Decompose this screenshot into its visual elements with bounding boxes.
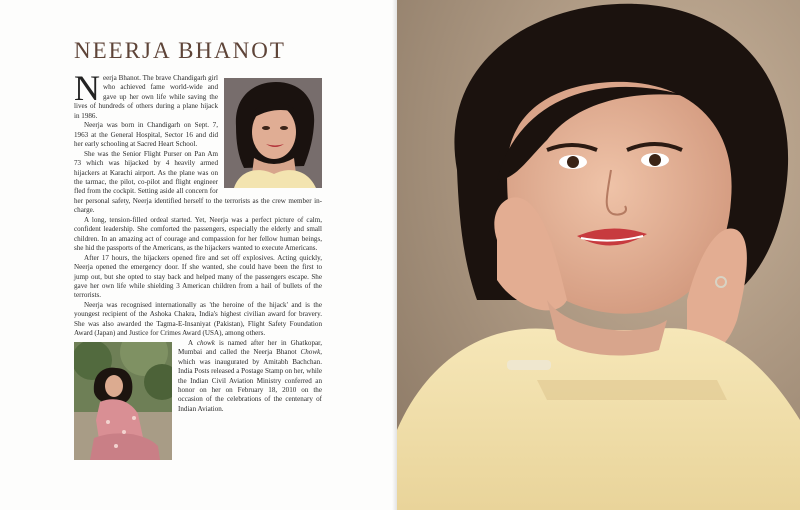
paragraph-3: She was the Senior Flight Purser on Pan Am 73 which was hijacked by 4 heavily armed hijackers at Karachi airport. As the plane was on the tarmac, the pilot, co-pilot and flight engineer fled from the cockpit. Setting aside all concern for her personal safety, Neerja identified herself to the terrorists as the crew member in-charge. [74,149,322,215]
paragraph-4: A long, tension-filled ordeal started. Yet, Neerja was a perfect picture of calm, confident leadership. She comforted the passengers, especially the elderly and small children. In an amazing act of courage and compassion for her fellow human beings, she hid the passports of the Americans, as the hijackers wanted to execute Americans. [74,215,322,253]
portrait-photo-large [397,0,800,510]
article-body [74,68,322,462]
chowk-term: chowk [196,338,215,347]
paragraph-7-a: A [188,338,197,347]
paragraph-6: Neerja was recognised internationally as 'the heroine of the hijack' and is the youngest recipient of the Ashoka Chakra, India's highest civilian award for bravery. She was also awarded the Tagma-E-Insaniyat (Pakistan), Flight Safety Foundation Award (Japan) and Justice for Crimes Award (USA), among others. [74,300,322,338]
paragraph-5: After 17 hours, the hijackers opened fire and set off explosives. Acting quickly, Neerja opened the emergency door. If she wanted, she could have been the first to jump out, but she opted to stay back and helped many of the passengers escape. She gave her own life while shielding 3 American children from a hail of bullets of the terrorists. [74,253,322,300]
garden-photo [74,342,172,460]
left-page [0,0,397,510]
paragraph-7-b: is named after her in Ghatkopar, Mumbai and called the Neerja Bhanot [178,338,322,357]
article-title: NEERJA BHANOT [74,38,286,63]
paragraph-2: Neerja was born in Chandigarh on Sept. 7, 1963 at the General Hospital, Sector 16 and did her early schooling at Sacred Heart School. [74,121,218,149]
portrait-photo-small [224,78,322,188]
paragraph-7-c: which was inaugurated by Amitabh Bachchan. India Posts released a Postage Stamp on her, while the Indian Civil Aviation Ministry conferred an honor on her on February 18, 2010 on the occasion of the celebrations of the centenary of Indian Aviation. [178,357,322,413]
paragraph-1: eerja Bhanot. The brave Chandigarh girl who achieved fame world-wide and gave up her own life while saving the lives of hundreds of others during a plane hijack in 1986. [74,74,218,120]
chowk-term-2: Chowk, [300,348,322,357]
drop-cap: N [74,68,100,108]
